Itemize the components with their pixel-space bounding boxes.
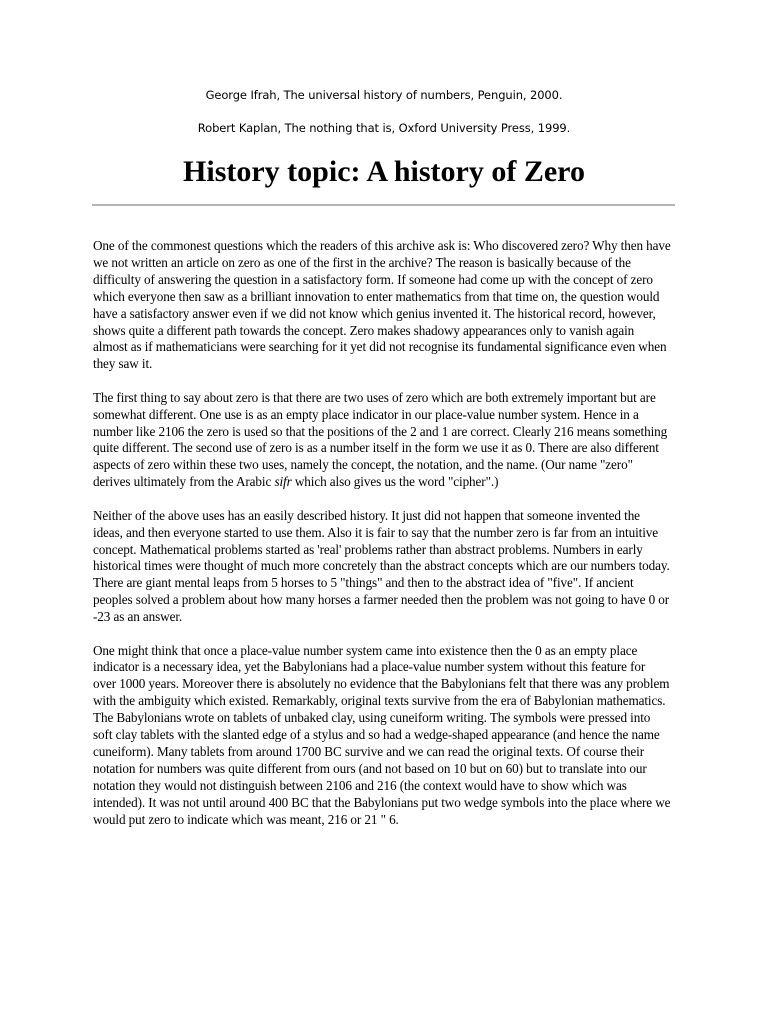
paragraph-1: One of the commonest questions which the readers of this archive ask is: Who discovered zero? Why then have we not written an article on zero as one of the first in the archive? The reason is basically because of the difficulty of answering the question in a satisfactory form. If someone had come up with the concept of zero which everyone then saw as a brilliant innovation to enter mathematics from that time on, the question would have a satisfactory answer even if we did not know which genius invented it. The historical record, however, shows quite a different path towards the concept. Zero makes shadowy appearances only to vanish again almost as if mathematicians were searching for it yet did not recognise its fundamental significance even when they saw it.	[93, 238, 671, 372]
paragraph-4: One might think that once a place-value number system came into existence then the 0 as an empty place indicator is a necessary idea, yet the Babylonians had a place-value number system without this feature for over 1000 years. Moreover there is absolutely no evidence that the Babylonians felt that there was any problem with the ambiguity which existed. Remarkably, original texts survive from the era of Babylonian mathematics. The Babylonians wrote on tablets of unbaked clay, using cuneiform writing. The symbols were pressed into soft clay tablets with the slanted edge of a stylus and so had a wedge-shaped appearance (and hence the name cuneiform). Many tablets from around 1700 BC survive and we can read the original texts. Of course their notation for numbers was quite different from ours (and not based on 10 but on 60) but to translate into our notation they would not distinguish between 2106 and 216 (the context would have to show which was intended). It was not until around 400 BC that the Babylonians put two wedge symbols into the place where we would put zero to indicate which was meant, 216 or 21 " 6.	[93, 642, 671, 827]
reference-ifrah: George Ifrah, The universal history of numbers, Penguin, 2000.	[205, 88, 563, 102]
paragraph-3: Neither of the above uses has an easily described history. It just did not happen that someone invented the ideas, and then everyone started to use them. Also it is fair to say that the number zero is far from an intuitive concept. Mathematical problems started as 'real' problems rather than abstract problems. Numbers in early historical times were thought of much more concretely than the abstract concepts which are our numbers today. There are giant mental leaps from 5 horses to 5 "things" and then to the abstract idea of "five". If ancient peoples solved a problem about how many horses a farmer needed then the problem was not going to have 0 or -23 as an answer.	[93, 507, 670, 625]
paragraph-2-italic-term: sifr	[274, 474, 292, 490]
page-title: History topic: A history of Zero	[183, 155, 585, 188]
paragraph-2-text-a: The first thing to say about zero is that there are two uses of zero which are both extremely important but are somewhat different. One use is as an empty place indicator in our place-value number system. Hence in a number like 2106 the zero is used so that the positions of the 2 and 1 are correct. Clearly 216 means something quite different. The second use of zero is as a number itself in the form we use it as 0. There are also different aspects of zero within these two uses, namely the concept, the notation, and the name. (Our name "zero" derives ultimately from the Arabic	[93, 389, 668, 490]
paragraph-2	[93, 390, 671, 491]
paragraph-2-text-b: which also gives us the word "cipher".)	[291, 474, 499, 490]
article-body	[93, 238, 671, 845]
reference-kaplan: Robert Kaplan, The nothing that is, Oxford University Press, 1999.	[197, 121, 571, 135]
horizontal-divider	[92, 204, 675, 206]
